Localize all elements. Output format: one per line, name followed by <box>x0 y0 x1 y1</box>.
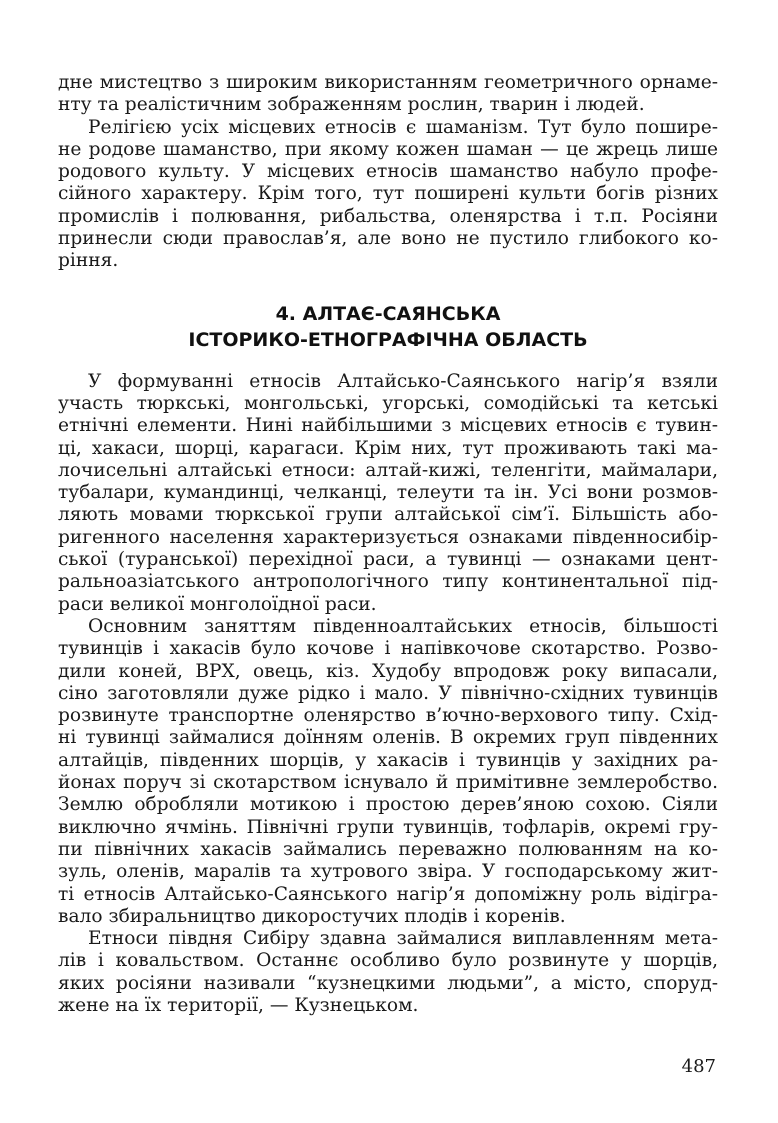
text-line: яких росіяни називали “кузнецкими людьми”, а місто, споруд- <box>58 972 718 994</box>
text-line: родового культу. У місцевих етносів шаманство набуло профе- <box>58 161 718 183</box>
text-line: не родове шаманство, при якому кожен шаман — це жрець лише <box>58 138 718 160</box>
text-line: лочисельні алтайські етноси: алтай-кижі, теленгіти, маймалари, <box>58 459 718 481</box>
text-line: дили коней, ВРХ, овець, кіз. Худобу впродовж року випасали, <box>58 660 718 682</box>
text-line: жене на їх території, — Кузнецьком. <box>58 994 419 1016</box>
text-line: ні тувинці займалися доїнням оленів. В окремих груп південних <box>58 727 718 749</box>
text-line: тувинців і хакасів було кочове і напівкочове скотарство. Розво- <box>58 638 718 660</box>
text-line: Основним заняттям південноалтайських етносів, більшості <box>88 615 718 637</box>
text-line: пи північних хакасів займались переважно полюванням на ко- <box>58 838 718 860</box>
section-heading-line: ІСТОРИКО-ЕТНОГРАФІЧНА ОБЛАСТЬ <box>188 328 588 351</box>
text-line: сіно заготовляли дуже рідко і мало. У північно-східних тувинців <box>58 682 718 704</box>
text-line: участь тюркські, монгольські, угорські, сомодійські та кетські <box>58 392 718 414</box>
page-body <box>58 72 718 1017</box>
text-line: раси великої монголоїдної раси. <box>58 593 377 615</box>
text-line: нту та реалістичним зображенням рослин, тварин і людей. <box>58 94 645 116</box>
text-line: лів і ковальством. Останнє особливо було розвинуте у шорців, <box>58 950 718 972</box>
text-line: ті етносів Алтайсько-Саянського нагір’я допоміжну роль відігра- <box>58 883 718 905</box>
text-line: ригенного населення характеризується ознаками південносибір- <box>58 526 718 548</box>
text-line: вало збиральництво дикоростучих плодів і коренів. <box>58 905 566 927</box>
text-line: Етноси півдня Сибіру здавна займалися виплавленням мета- <box>88 928 718 950</box>
paragraph-religion-shamanism <box>58 117 718 273</box>
text-line: У формуванні етносів Алтайсько-Саянського нагір’я взяли <box>88 370 718 392</box>
text-line: ської (туранської) перехідної раси, а тувинці — ознаками цент- <box>58 549 718 571</box>
text-line: ляють мовами тюркської групи алтайської сім’ї. Більшість або- <box>58 504 718 526</box>
text-line: йонах поруч зі скотарством існувало й примітивне землеробство. <box>58 772 718 794</box>
text-line: виключно ячмінь. Північні групи тувинців, тофларів, окремі гру- <box>58 816 718 838</box>
page-number: 487 <box>681 1056 716 1077</box>
text-line: ральноазіатського антропологічного типу континентальної під- <box>58 571 718 593</box>
text-line: Релігією усіх місцевих етносів є шаманізм. Тут було пошире- <box>88 116 718 138</box>
text-line: розвинуте транспортне оленярство в’ючно-верхового типу. Схід- <box>58 705 718 727</box>
text-line: сійного характеру. Крім того, тут поширені культи богів різних <box>58 183 718 205</box>
paragraph-ethnic-formation <box>58 371 718 616</box>
text-line: тубалари, кумандинці, челканці, телеути та ін. Усі вони розмов- <box>58 482 718 504</box>
text-line: алтайців, південних шорців, у хакасів і тувинців у західних ра- <box>58 749 718 771</box>
text-line: промислів і полювання, рибальства, оленярства і т.п. Росіяни <box>58 205 718 227</box>
paragraph-metallurgy <box>58 928 718 1017</box>
section-heading-line: 4. АЛТАЄ-САЯНСЬКА <box>275 302 501 325</box>
paragraph-art-ornament <box>58 72 718 117</box>
text-line: ці, хакаси, шорці, карагаси. Крім них, тут проживають такі ма- <box>58 437 718 459</box>
paragraph-economy <box>58 616 718 928</box>
text-line: ріння. <box>58 250 119 272</box>
text-line: Землю обробляли мотикою і простою дерев’яною сохою. Сіяли <box>58 794 718 816</box>
text-line: принесли сюди православ’я, але воно не пустило глибокого ко- <box>58 228 718 250</box>
section-heading <box>58 301 718 353</box>
text-line: етнічні елементи. Нині найбільшими з місцевих етносів є тувин- <box>58 415 718 437</box>
text-line: зуль, оленів, маралів та хутрового звіра. У господарському жит- <box>58 861 718 883</box>
text-line: дне мистецтво з широким використанням геометричного орнаме- <box>58 72 718 93</box>
